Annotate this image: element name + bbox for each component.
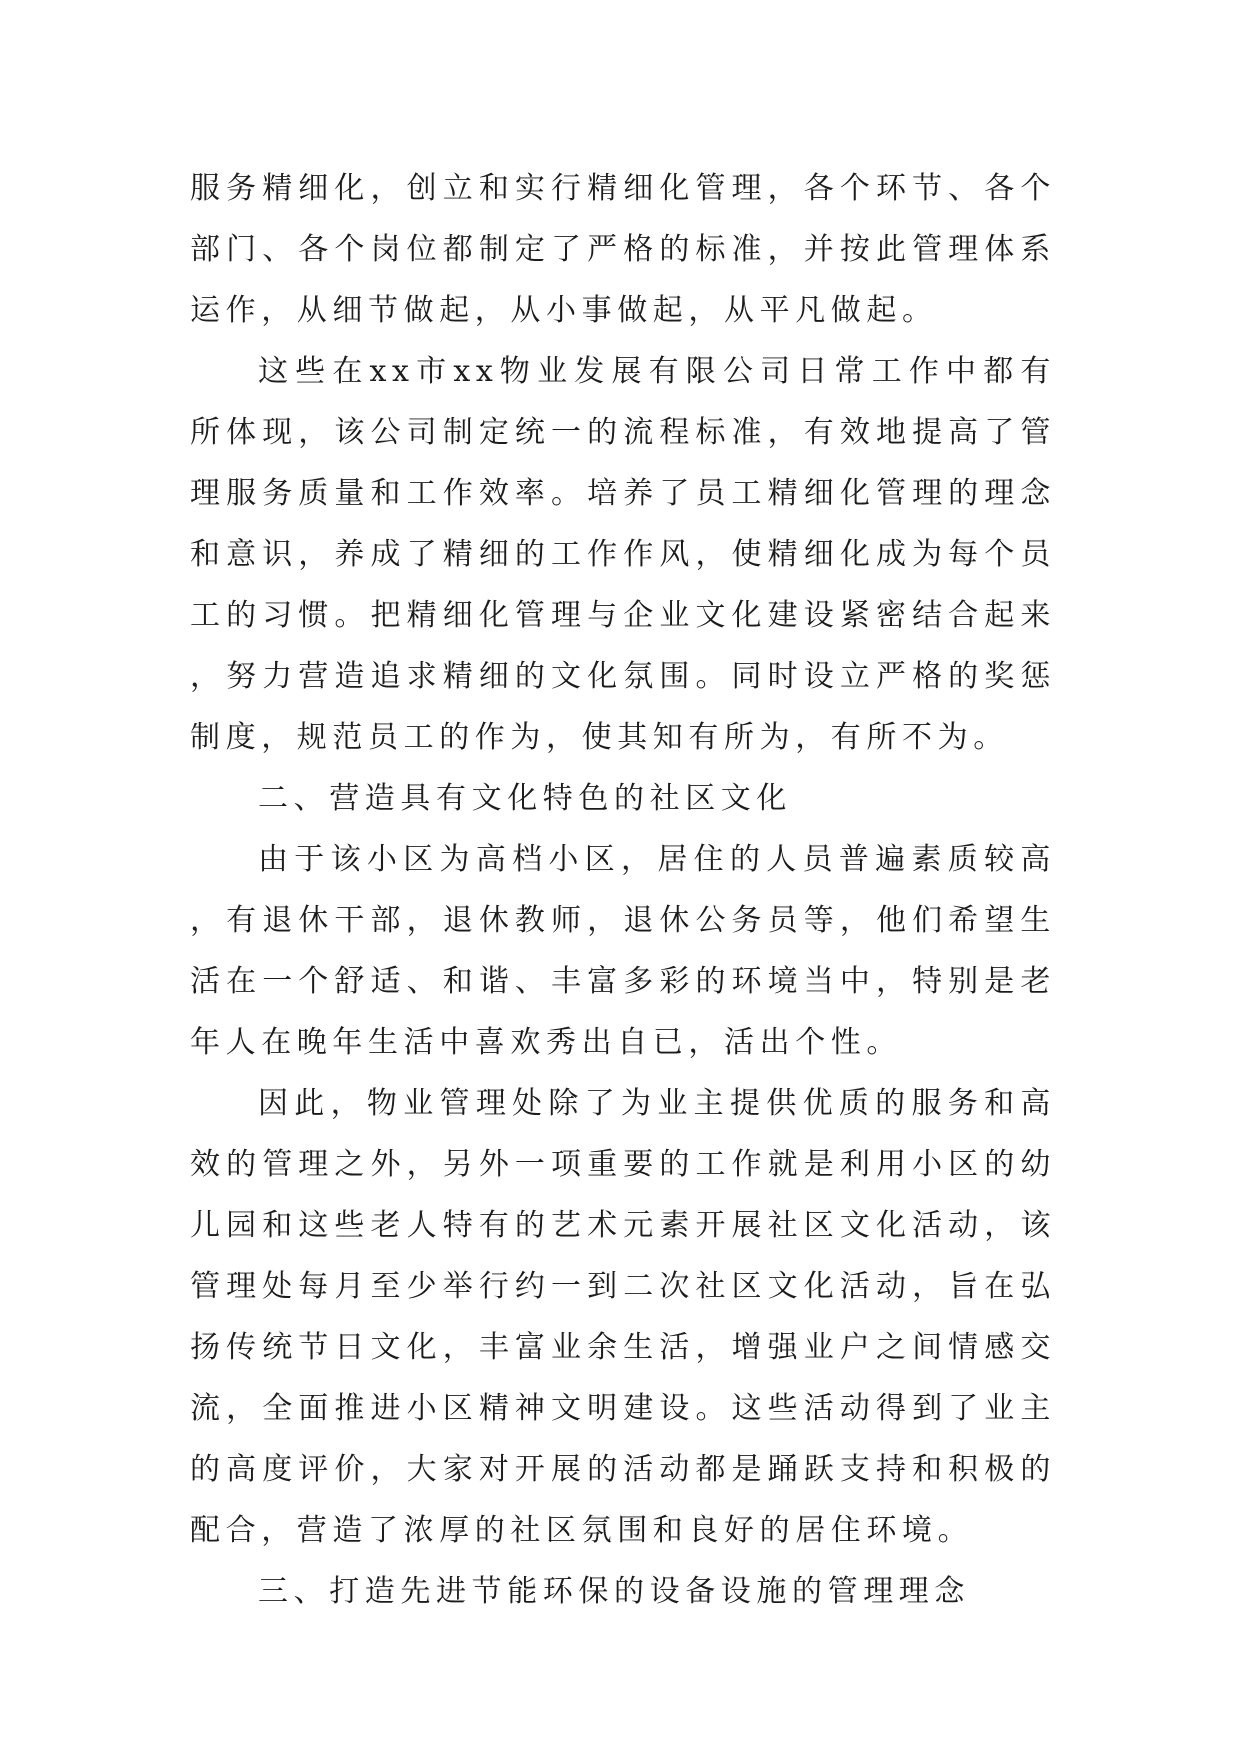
paragraph-4: 因此，物业管理处除了为业主提供优质的服务和高效的管理之外，另外一项重要的工作就是利用小区的幼儿园和这些老人特有的艺术元素开展社区文化活动，该管理处每月至少举行约一到二次社区文化活动，旨在弘扬传统节日文化，丰富业余生活，增强业户之间情感交流，全面推进小区精神文明建设。这些活动得到了业主的高度评价，大家对开展的活动都是踊跃支持和积极的配合，营造了浓厚的社区氛围和良好的居住环境。 bbox=[190, 1086, 1056, 1548]
paragraph-3: 由于该小区为高档小区，居住的人员普遍素质较高，有退休干部，退休教师，退休公务员等，他们希望生活在一个舒适、和谐、丰富多彩的环境当中，特别是老年人在晚年生活中喜欢秀出自已，活出个性。 bbox=[190, 842, 1056, 1060]
document-body bbox=[190, 158, 1056, 1622]
section-heading-2: 二、营造具有文化特色的社区文化 bbox=[258, 781, 792, 816]
paragraph-1: 服务精细化，创立和实行精细化管理，各个环节、各个部门、各个岗位都制定了严格的标准，并按此管理体系运作，从细节做起，从小事做起，从平凡做起。 bbox=[190, 171, 1056, 328]
section-heading-3: 三、打造先进节能环保的设备设施的管理理念 bbox=[258, 1574, 970, 1609]
paragraph-2: 这些在xx市xx物业发展有限公司日常工作中都有所体现，该公司制定统一的流程标准，有效地提高了管理服务质量和工作效率。培养了员工精细化管理的理念和意识，养成了精细的工作作风，使精细化成为每个员工的习惯。把精细化管理与企业文化建设紧密结合起来，努力营造追求精细的文化氛围。同时设立严格的奖惩制度，规范员工的作为，使其知有所为，有所不为。 bbox=[190, 354, 1056, 755]
